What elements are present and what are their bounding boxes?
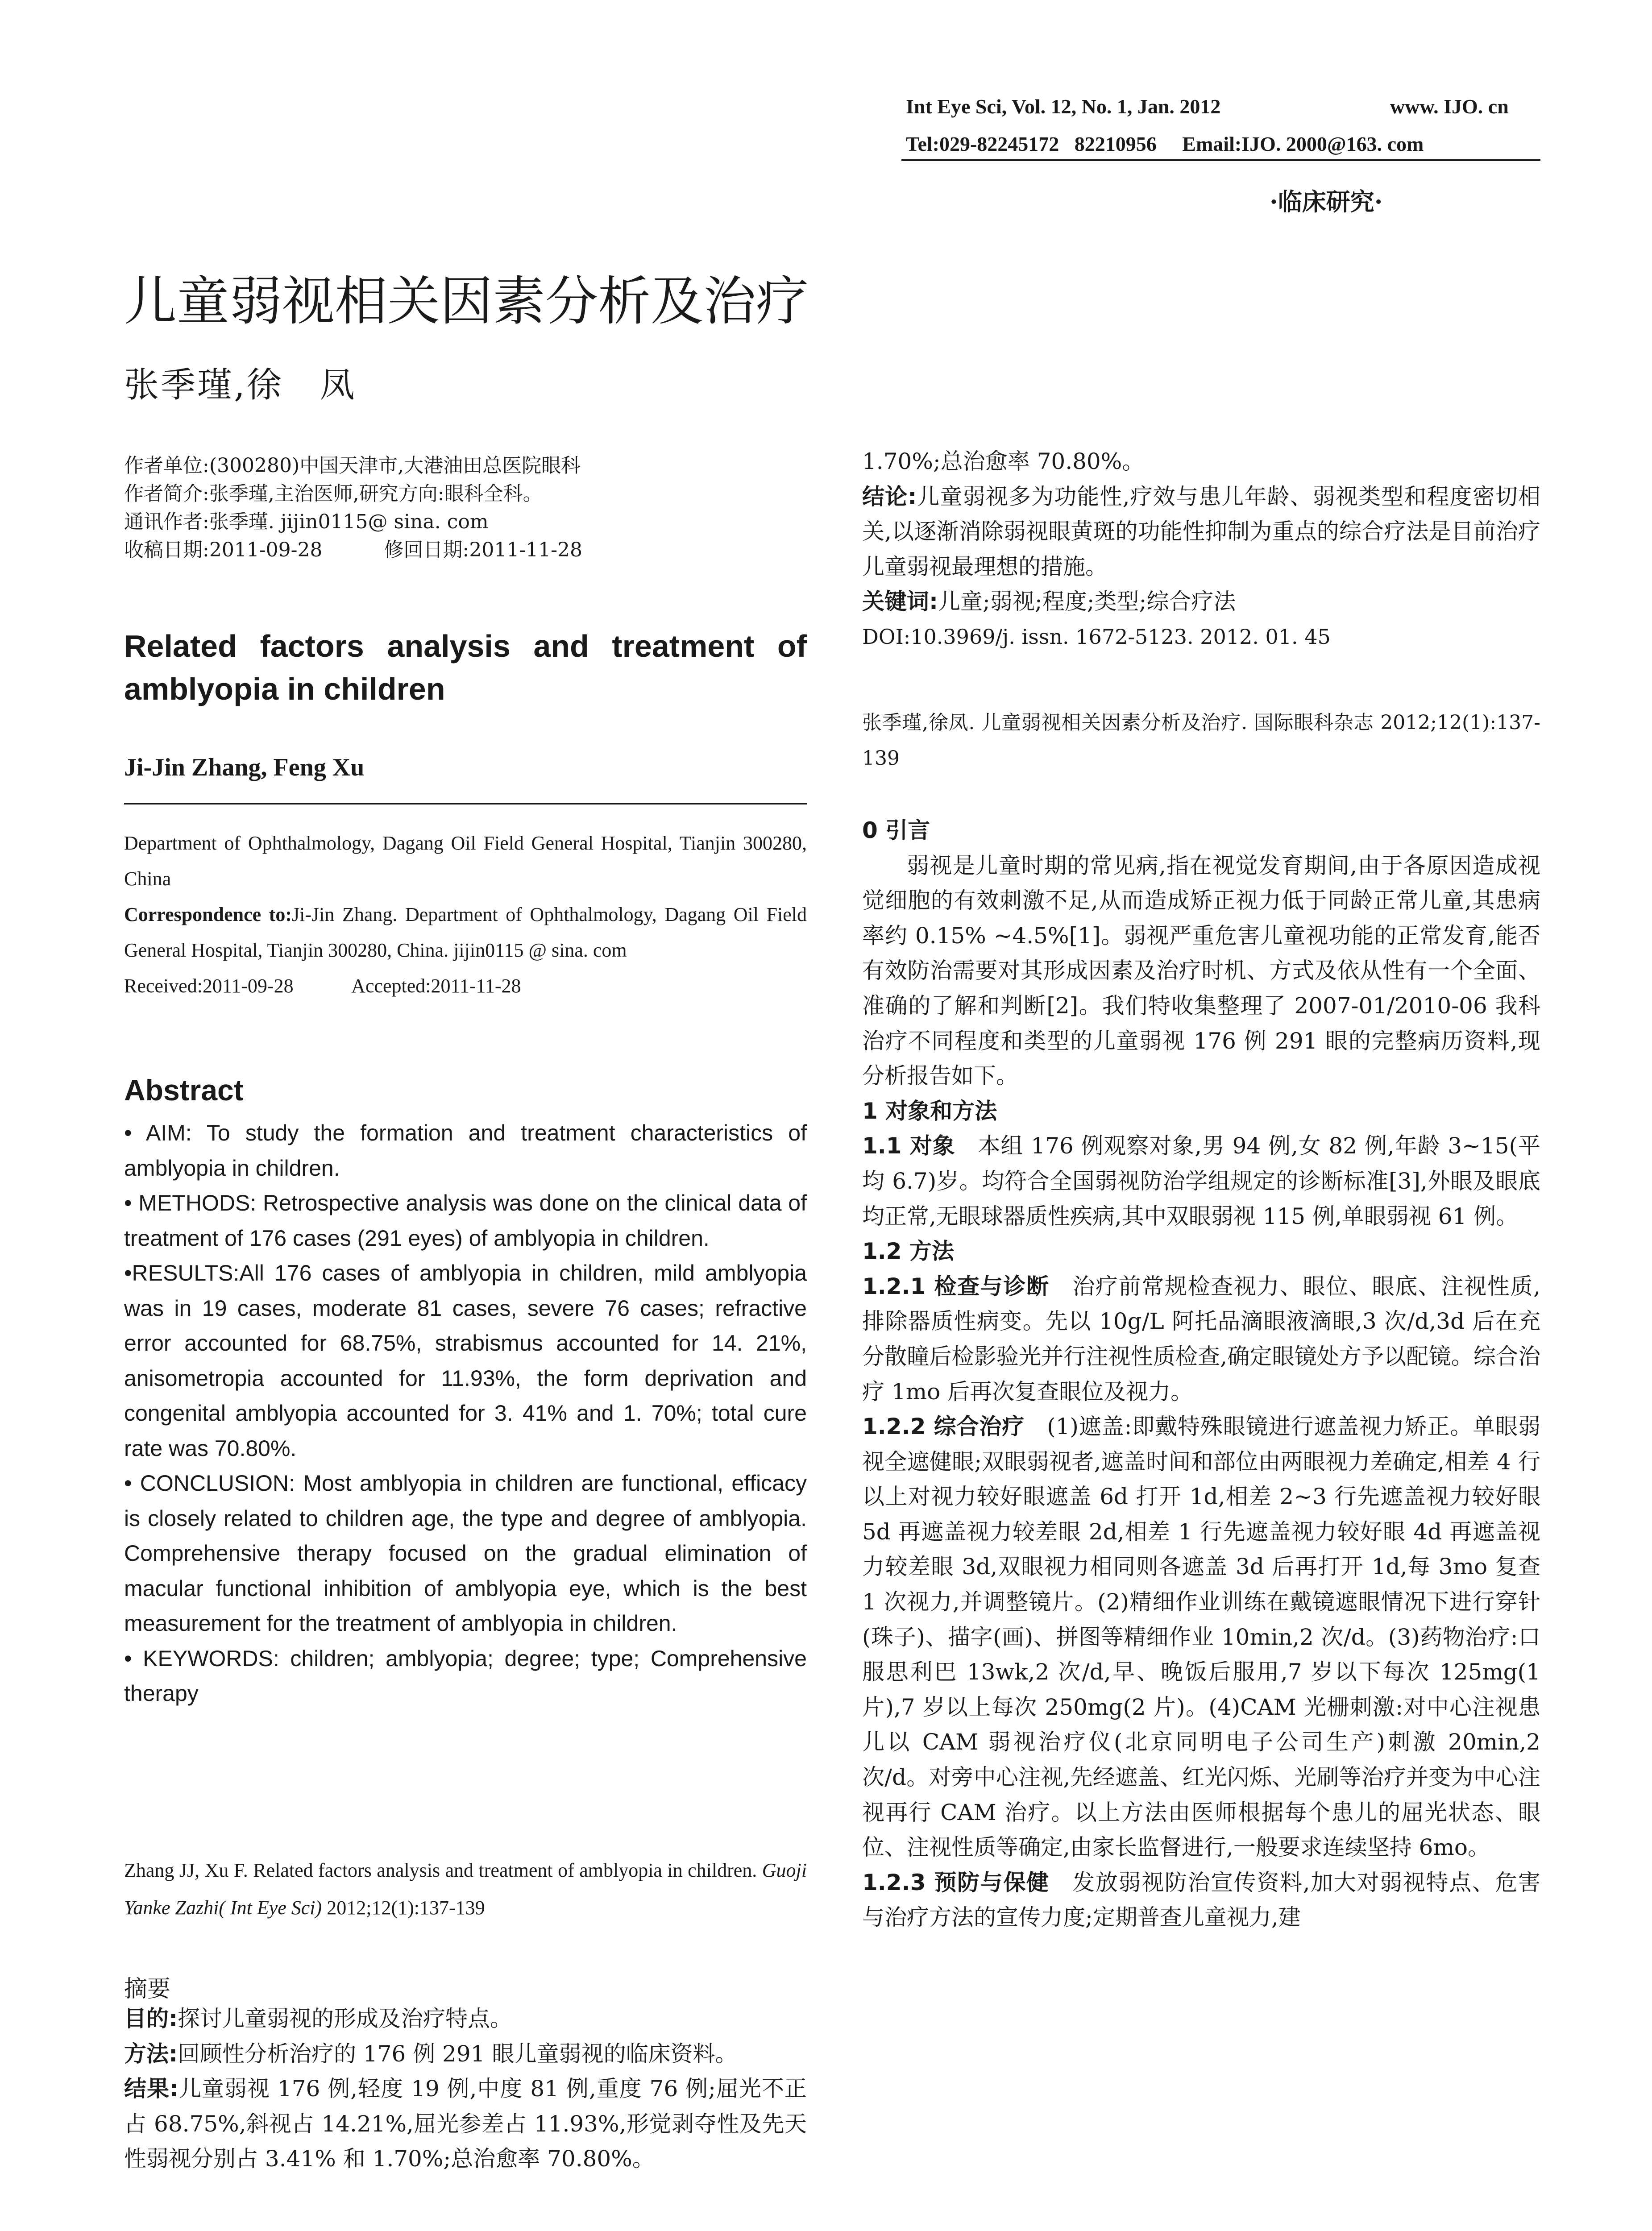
abstract-heading-en: Abstract xyxy=(124,1074,244,1107)
received-date-cn: 收稿日期:2011-09-28 xyxy=(124,539,323,561)
dates-en xyxy=(124,968,807,1004)
article-title-cn: 儿童弱视相关因素分析及治疗 xyxy=(124,270,809,332)
corresponding-author: 通讯作者:张季瑾. jijin0115@ sina. com xyxy=(124,510,489,533)
abstract-cn-results: 结果:儿童弱视 176 例,轻度 19 例,中度 81 例,重度 76 例;屈光不正占 68.75%,斜视占 14.21%,屈光参差占 11.93%,形觉剥夺性及先天性弱视分别占 3.41% 和 1.70%;总治愈率 70.80%。 xyxy=(124,2076,807,2172)
section-1-heading: 1 对象和方法 xyxy=(862,1098,997,1124)
revised-date-cn: 修回日期:2011-11-28 xyxy=(384,539,583,561)
body-text xyxy=(862,813,1540,1935)
section-label: ·临床研究· xyxy=(1270,187,1383,216)
abstract-cn-left xyxy=(124,2001,807,2177)
abstract-cn-conclusion: 结论:儿童弱视多为功能性,疗效与患儿年龄、弱视类型和程度密切相关,以逐渐消除弱视眼黄斑的功能性抑制为重点的综合疗法是目前治疗儿童弱视最理想的措施。 xyxy=(862,483,1540,580)
accepted-date-en: Accepted:2011-11-28 xyxy=(351,975,521,997)
header-rule xyxy=(901,159,1540,161)
correspondence xyxy=(124,897,807,968)
journal-info: Int Eye Sci, Vol. 12, No. 1, Jan. 2012 xyxy=(906,95,1221,118)
section-1-1: 1.1 对象 本组 176 例观察对象,男 94 例,女 82 例,年龄 3~15(平均 6.7)岁。均符合全国弱视防治学组规定的诊断标准[3],外眼及眼底均正常,无眼球器质性疾病,其中双眼弱视 115 例,单眼弱视 61 例。 xyxy=(862,1133,1541,1229)
article-title-en: Related factors analysis and treatment of amblyopia in children xyxy=(124,629,807,706)
abstract-en xyxy=(124,1116,807,1711)
author-info-block xyxy=(124,452,807,564)
abstract-cn-aim: 目的:探讨儿童弱视的形成及治疗特点。 xyxy=(124,2006,512,2032)
citation-cn: 张季瑾,徐凤. 儿童弱视相关因素分析及治疗. 国际眼科杂志 2012;12(1):137-139 xyxy=(862,711,1540,770)
abstract-aim: • AIM: To study the formation and treatment characteristics of amblyopia in children. xyxy=(124,1120,807,1181)
authors-cn: 张季瑾,徐 凤 xyxy=(124,365,357,405)
abstract-cn-results-cont: 1.70%;总治愈率 70.80%。 xyxy=(862,448,1145,474)
abstract-keywords: • KEYWORDS: children; amblyopia; degree; type; Comprehensive therapy xyxy=(124,1646,807,1706)
author-bio: 作者简介:张季瑾,主治医师,研究方向:眼科全科。 xyxy=(124,482,543,505)
section-1-2-1: 1.2.1 检查与诊断 治疗前常规检查视力、眼位、眼底、注视性质,排除器质性病变。先以 10g/L 阿托品滴眼液滴眼,3 次/d,3d 后在充分散瞳后检影验光并行注视性质检查,确定眼镜处方予以配镜。综合治疗 1mo 后再次复查眼位及视力。 xyxy=(862,1273,1540,1405)
dates-cn xyxy=(124,536,807,564)
abstract-cn-keywords: 关键词:儿童;弱视;程度;类型;综合疗法 xyxy=(862,589,1236,615)
author-rule xyxy=(124,803,807,804)
citation-journal: Guoji Yanke Zazhi( Int Eye Sci) xyxy=(124,1859,807,1919)
affiliation-en: Department of Ophthalmology, Dagang Oil Field General Hospital, Tianjin 300280, China xyxy=(124,832,807,890)
section-0-text: 弱视是儿童时期的常见病,指在视觉发育期间,由于各原因造成视觉细胞的有效刺激不足,从而造成矫正视力低于同龄正常儿童,其患病率约 0.15% ~4.5%[1]。弱视严重危害儿童视功能的正常发育,能否有效防治需要对其形成因素及治疗时机、方式及依从性有一个全面、准确的了解和判断[2]。我们特收集整理了 2007-01/2010-06 我科治疗不同程度和类型的儿童弱视 176 例 291 眼的完整病历资料,现分析报告如下。 xyxy=(862,852,1540,1089)
abstract-cn-right xyxy=(862,444,1540,655)
affiliation-block xyxy=(124,825,807,1004)
section-0-heading: 0 引言 xyxy=(862,817,930,843)
section-1-2-3: 1.2.3 预防与保健 发放弱视防治宣传资料,加大对弱视特点、危害与治疗方法的宣传力度;定期普查儿童视力,建 xyxy=(862,1869,1540,1931)
author-affiliation: 作者单位:(300280)中国天津市,大港油田总医院眼科 xyxy=(124,454,581,477)
abstract-heading-cn: 摘要 xyxy=(124,1976,171,2003)
citation-en: Zhang JJ, Xu F. Related factors analysis and treatment of amblyopia in children. Guoji Yanke Zazhi( Int Eye Sci) 2012;12(1):137-139 xyxy=(124,1859,807,1919)
abstract-methods: • METHODS: Retrospective analysis was done on the clinical data of treatment of 176 cases (291 eyes) of amblyopia in children. xyxy=(124,1190,807,1251)
doi: DOI:10.3969/j. issn. 1672-5123. 2012. 01. 45 xyxy=(862,624,1331,649)
journal-website: www. IJO. cn xyxy=(1390,95,1509,118)
section-1-2-heading: 1.2 方法 xyxy=(862,1238,954,1265)
abstract-cn-methods: 方法:回顾性分析治疗的 176 例 291 眼儿童弱视的临床资料。 xyxy=(124,2040,738,2067)
journal-contact: Tel:029-82245172 82210956 Email:IJO. 2000@163. com xyxy=(906,133,1424,155)
correspondence-text: Ji-Jin Zhang. Department of Ophthalmology, Dagang Oil Field General Hospital, Tianjin 300280, China. jijin0115 @ sina. com xyxy=(124,904,807,961)
correspondence-label: Correspondence to: xyxy=(124,904,292,925)
abstract-results: •RESULTS:All 176 cases of amblyopia in children, mild amblyopia was in 19 cases, moderate 81 cases, severe 76 cases; refractive error accounted for 68.75%, strabismus accounted for 14. 21%, anisometropia accounted for 11.93%, the form deprivation and congenital amblyopia accounted for 3. 41% and 1. 70%; total cure rate was 70.80%. xyxy=(124,1261,807,1461)
abstract-conclusion: • CONCLUSION: Most amblyopia in children are functional, efficacy is closely related to children age, the type and degree of amblyopia. Comprehensive therapy focused on the gradual elimination of macular functional inhibition of amblyopia eye, which is the best measurement for the treatment of amblyopia in children. xyxy=(124,1471,807,1636)
authors-en: Ji-Jin Zhang, Feng Xu xyxy=(124,754,365,781)
section-1-2-2: 1.2.2 综合治疗 (1)遮盖:即戴特殊眼镜进行遮盖视力矫正。单眼弱视全遮健眼;双眼弱视者,遮盖时间和部位由两眼视力差确定,相差 4 行以上对视力较好眼遮盖 6d 打开 1d,相差 2~3 行先遮盖视力较好眼 5d 再遮盖视力较差眼 2d,相差 1 行先遮盖视力较好眼 4d 再遮盖视力较差眼 3d,双眼视力相同则各遮盖 3d 后再打开 1d,每 3mo 复查 1 次视力,并调整镜片。(2)精细作业训练在戴镜遮眼情况下进行穿针(珠子)、描字(画)、拼图等精细作业 10min,2 次/d。(3)药物治疗:口服思利巴 13wk,2 次/d,早、晚饭后服用,7 岁以下每次 125mg(1 片),7 岁以上每次 250mg(2 片)。(4)CAM 光栅刺激:对中心注视患儿以 CAM 弱视治疗仪(北京同明电子公司生产)刺激 20min,2 次/d。对旁中心注视,先经遮盖、红光闪烁、光刷等治疗并变为中心注视再行 CAM 治疗。以上方法由医师根据每个患儿的屈光状态、眼位、注视性质等确定,由家长监督进行,一般要求连续坚持 6mo。 xyxy=(862,1414,1541,1861)
received-date-en: Received:2011-09-28 xyxy=(124,975,294,997)
